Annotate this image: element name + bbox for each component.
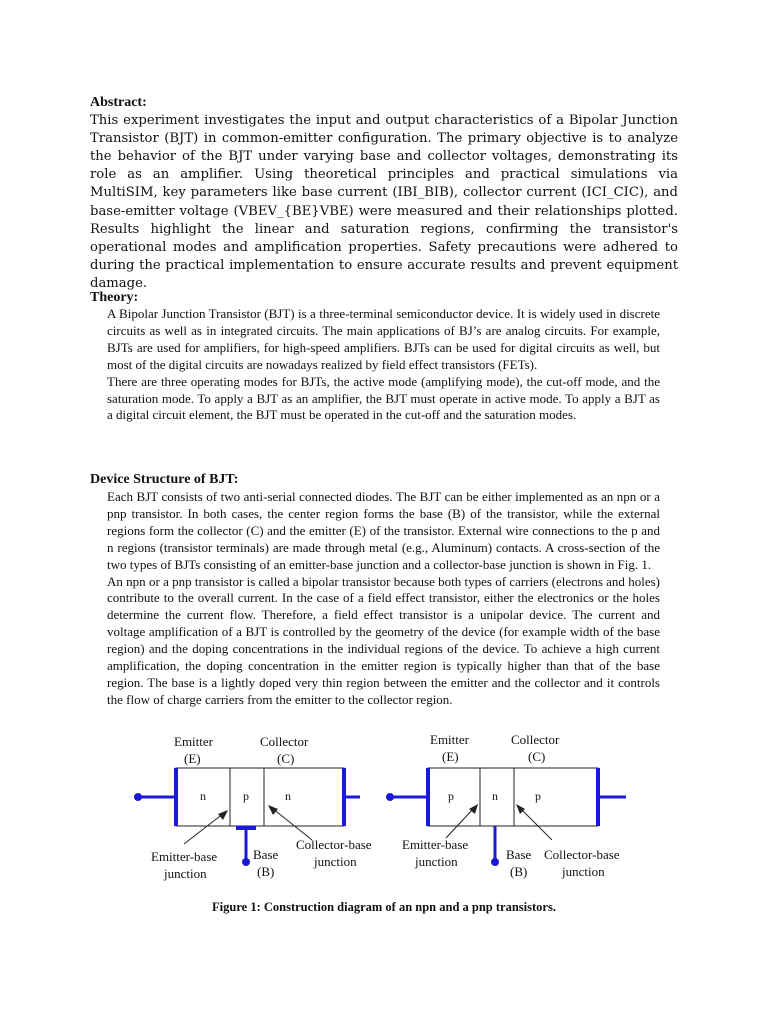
transistor-diagram [128,728,648,888]
device-paragraph: Each BJT consists of two anti-serial connected diodes. The BJT can be either implemented as an npn or a pnp transistor. In both cases, the center region forms the base (B) of the transistor, while the external regions form the collector (C) and the emitter (E) of the transistor. External wire connections to the p and n regions (transistor terminals) are made through metal (e.g., Aluminum) contacts. A cross-section of the two types of BJTs consisting of an emitter-base junction and a collector-base junction is shown in Fig. 1. [107,489,660,572]
device-structure-heading: Device Structure of BJT: [90,472,239,487]
npn-region-2: p [243,789,249,803]
pnp-region-3: p [535,789,541,803]
abstract-section [90,94,678,293]
pnp-eb-label-2: junction [415,854,458,869]
pnp-base-terminal [491,858,499,866]
abstract-text: This experiment investigates the input and output characteristics of a Bipolar Junction Transistor (BJT) in common-emitter configuration. The primary objective is to analyze the behavior of the BJT under varying base and collector voltages, demonstrating its role as an amplifier. Using theoretical principles and practical simulations via MultiSIM, key parameters like base current (IBI_BIB), collector current (ICI_CIC), and base-emitter voltage (VBEV_{BE}VBE) were measured and their relationships plotted. Results highlight the linear and saturation regions, confirming the transistor's operational modes and amplification properties. Safety precautions were adhered to during the practical implementation to ensure accurate results and prevent equipment damage. [90,113,678,291]
npn-collector-symbol: (C) [277,751,295,766]
npn-eb-label: Emitter-base [151,849,218,864]
pnp-base-symbol: (B) [510,864,528,879]
abstract-heading: Abstract: [90,95,147,110]
npn-region-1: n [200,789,206,803]
npn-emitter-symbol: (E) [184,751,201,766]
theory-heading: Theory: [90,290,139,305]
figure-caption: Figure 1: Construction diagram of an npn and a pnp transistors. [212,900,556,914]
npn-eb-label-2: junction [164,866,207,881]
device-paragraph: An npn or a pnp transistor is called a bipolar transistor because both types of carriers (electrons and holes) contribute to the overall current. In the case of a field effect transistor, either the electronics or the holes determine the current flow. Therefore, a field effect transistor is a unipolar device. The current and voltage amplification of a BJT is controlled by the geometry of the device (for example width of the base region) and the doping concentrations in the individual regions of the device. To achieve a high current amplification, the doping concentration in the emitter region is typically higher than that of the base region. The base is a lightly doped very thin region between the emitter and the collector and it controls the flow of charge carriers from the emitter to the collector region. [107,573,660,707]
pnp-region-1: p [448,789,454,803]
npn-base-terminal [242,858,250,866]
pnp-base-label: Base [506,847,532,862]
transistor-figure [128,728,648,888]
pnp-emitter-label: Emitter [430,732,469,747]
pnp-emitter-terminal [386,793,394,801]
npn-transistor [134,734,372,881]
theory-paragraph: A Bipolar Junction Transistor (BJT) is a three-terminal semiconductor device. It is widely used in discrete circuits as well as in integrated circuits. The main applications of BJ’s are analog circuits. For example, BJTs are used for amplifiers, for high-speed amplifiers. BJTs can be used for digital circuits as well, but most of the digital circuits are nowadays realized by field effect transistors (FETs). [107,306,660,372]
npn-cb-label: Collector-base [296,837,372,852]
npn-base-label: Base [253,847,279,862]
pnp-eb-label: Emitter-base [402,837,469,852]
pnp-region-2: n [492,789,498,803]
npn-emitter-terminal [134,793,142,801]
pnp-cb-label-2: junction [562,864,605,879]
npn-collector-label: Collector [260,734,309,749]
pnp-emitter-symbol: (E) [442,749,459,764]
npn-cb-label-2: junction [314,854,357,869]
npn-emitter-label: Emitter [174,734,213,749]
pnp-transistor [386,732,626,879]
npn-region-3: n [285,789,291,803]
pnp-cb-label: Collector-base [544,847,620,862]
pnp-collector-symbol: (C) [528,749,546,764]
pnp-collector-label: Collector [511,732,560,747]
theory-paragraph: There are three operating modes for BJTs, the active mode (amplifying mode), the cut-off mode, and the saturation mode. To apply a BJT as an amplifier, the BJT must operate in active mode. To apply a BJT as a digital circuit element, the BJT must be operated in the cut-off and the saturation modes. [107,373,660,423]
npn-base-symbol: (B) [257,864,275,879]
theory-body [107,306,660,424]
device-structure-body [107,489,660,709]
